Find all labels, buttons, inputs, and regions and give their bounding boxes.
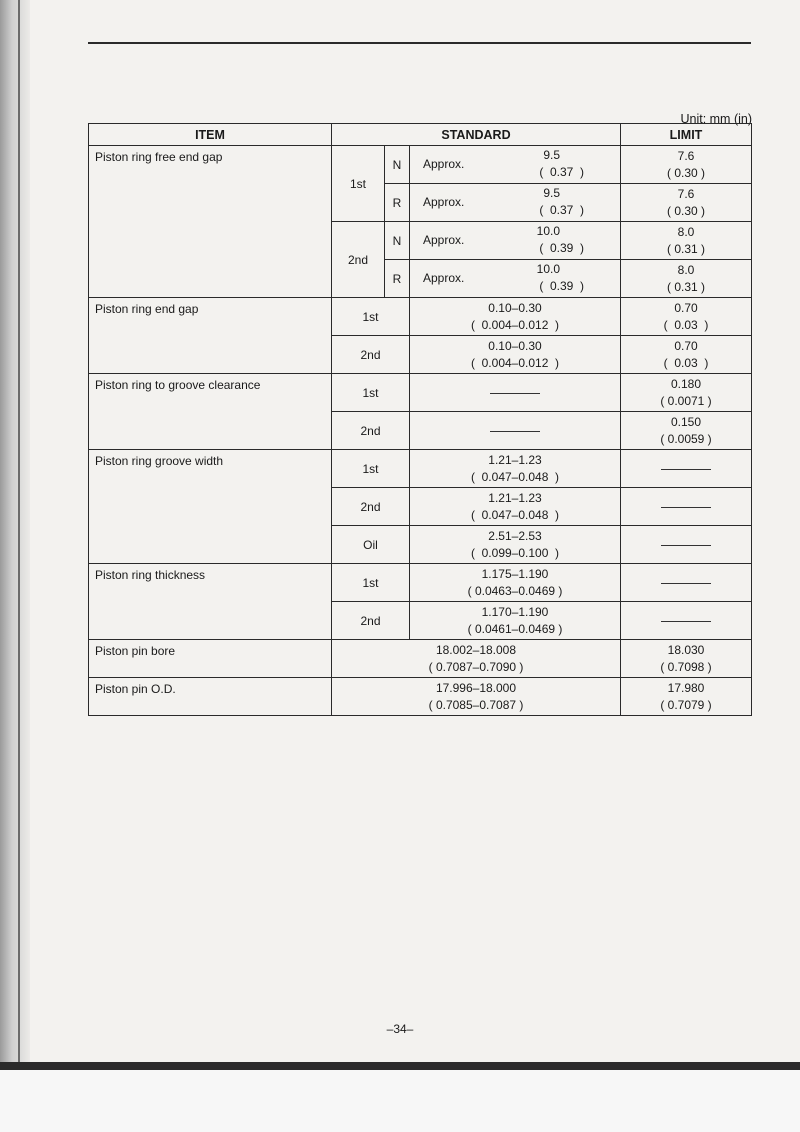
limit-value bbox=[621, 640, 752, 678]
table-row bbox=[89, 640, 752, 678]
ring-mark: R bbox=[385, 260, 410, 298]
table-row bbox=[89, 146, 752, 184]
standard-value bbox=[332, 640, 621, 678]
header-standard: STANDARD bbox=[332, 124, 621, 146]
standard-mm: 9.5 bbox=[543, 186, 560, 200]
empty-dash bbox=[661, 583, 711, 584]
standard-mm: 0.10–0.30 bbox=[488, 338, 542, 353]
standard-mm: 10.0 bbox=[536, 262, 560, 276]
standard-mm: 10.0 bbox=[536, 224, 560, 238]
ring-order: 1st bbox=[332, 450, 410, 488]
standard-value bbox=[410, 602, 621, 640]
limit-mm: 0.180 bbox=[670, 376, 702, 391]
approx-label: Approx. bbox=[423, 233, 465, 247]
ring-order: 1st bbox=[332, 298, 410, 336]
limit-mm: 8.0 bbox=[677, 224, 695, 239]
standard-value bbox=[332, 678, 621, 716]
table-row bbox=[89, 374, 752, 412]
standard-in: ( 0.37 ) bbox=[539, 203, 584, 217]
standard-mm: 0.10–0.30 bbox=[488, 300, 542, 315]
empty-dash bbox=[661, 545, 711, 546]
ring-mark: N bbox=[385, 222, 410, 260]
specification-table bbox=[88, 123, 752, 716]
standard-in: ( 0.0463–0.0469 ) bbox=[467, 583, 563, 598]
limit-value bbox=[621, 488, 752, 526]
standard-in: ( 0.047–0.048 ) bbox=[470, 507, 560, 522]
limit-value bbox=[621, 526, 752, 564]
binding-shadow bbox=[0, 0, 30, 1080]
limit-mm: 8.0 bbox=[677, 262, 695, 277]
binding-edge bbox=[18, 0, 20, 1075]
standard-in: ( 0.0461–0.0469 ) bbox=[467, 621, 563, 636]
item-label: Piston ring groove width bbox=[89, 450, 332, 564]
standard-value bbox=[410, 564, 621, 602]
ring-mark: N bbox=[385, 146, 410, 184]
ring-order: 2nd bbox=[332, 222, 385, 298]
limit-in: ( 0.7079 ) bbox=[660, 697, 712, 712]
item-label: Piston pin bore bbox=[89, 640, 332, 678]
ring-order: 2nd bbox=[332, 412, 410, 450]
standard-mm: 9.5 bbox=[543, 148, 560, 162]
ring-mark: R bbox=[385, 184, 410, 222]
standard-value bbox=[410, 526, 621, 564]
limit-mm: 0.150 bbox=[670, 414, 702, 429]
approx-label: Approx. bbox=[423, 195, 465, 209]
limit-value bbox=[621, 298, 752, 336]
item-label: Piston ring end gap bbox=[89, 298, 332, 374]
item-label: Piston pin O.D. bbox=[89, 678, 332, 716]
limit-value bbox=[621, 374, 752, 412]
standard-value bbox=[410, 488, 621, 526]
unit-label: Unit: mm (in) bbox=[680, 112, 752, 126]
empty-dash bbox=[490, 393, 540, 394]
limit-in: ( 0.0059 ) bbox=[660, 431, 712, 446]
limit-mm: 0.70 bbox=[674, 338, 698, 353]
standard-value bbox=[410, 146, 621, 184]
ring-order: 1st bbox=[332, 146, 385, 222]
table-row bbox=[89, 298, 752, 336]
limit-value bbox=[621, 222, 752, 260]
table-row bbox=[89, 564, 752, 602]
standard-in: ( 0.004–0.012 ) bbox=[470, 317, 560, 332]
table-row bbox=[89, 450, 752, 488]
limit-value bbox=[621, 678, 752, 716]
standard-in: ( 0.39 ) bbox=[539, 279, 584, 293]
standard-mm: 1.21–1.23 bbox=[488, 490, 542, 505]
limit-in: ( 0.03 ) bbox=[663, 355, 709, 370]
header-rule bbox=[88, 42, 751, 44]
limit-in: ( 0.30 ) bbox=[666, 203, 705, 218]
ring-order: Oil bbox=[332, 526, 410, 564]
standard-value bbox=[410, 412, 621, 450]
limit-in: ( 0.31 ) bbox=[666, 279, 705, 294]
standard-mm: 18.002–18.008 bbox=[435, 642, 517, 657]
standard-in: ( 0.004–0.012 ) bbox=[470, 355, 560, 370]
ring-order: 2nd bbox=[332, 336, 410, 374]
limit-mm: 7.6 bbox=[677, 186, 695, 201]
standard-value bbox=[410, 450, 621, 488]
limit-value bbox=[621, 146, 752, 184]
page-number: –34– bbox=[386, 1022, 414, 1036]
limit-value bbox=[621, 564, 752, 602]
table-row bbox=[89, 678, 752, 716]
limit-in: ( 0.31 ) bbox=[666, 241, 705, 256]
limit-value bbox=[621, 260, 752, 298]
standard-mm: 17.996–18.000 bbox=[435, 680, 517, 695]
standard-value bbox=[410, 184, 621, 222]
item-label: Piston ring thickness bbox=[89, 564, 332, 640]
standard-in: ( 0.7085–0.7087 ) bbox=[428, 697, 524, 712]
standard-value bbox=[410, 260, 621, 298]
approx-label: Approx. bbox=[423, 271, 465, 285]
approx-label: Approx. bbox=[423, 157, 465, 171]
standard-value bbox=[410, 336, 621, 374]
limit-in: ( 0.30 ) bbox=[666, 165, 705, 180]
standard-mm: 1.170–1.190 bbox=[481, 604, 549, 619]
empty-dash bbox=[661, 507, 711, 508]
limit-mm: 18.030 bbox=[667, 642, 705, 657]
limit-value bbox=[621, 450, 752, 488]
empty-dash bbox=[661, 621, 711, 622]
standard-value bbox=[410, 374, 621, 412]
standard-value bbox=[410, 222, 621, 260]
standard-value bbox=[410, 298, 621, 336]
item-label: Piston ring to groove clearance bbox=[89, 374, 332, 450]
limit-value bbox=[621, 412, 752, 450]
scanner-background bbox=[0, 1070, 800, 1132]
limit-value bbox=[621, 184, 752, 222]
ring-order: 2nd bbox=[332, 488, 410, 526]
limit-value bbox=[621, 602, 752, 640]
limit-mm: 0.70 bbox=[674, 300, 698, 315]
empty-dash bbox=[661, 469, 711, 470]
limit-mm: 17.980 bbox=[667, 680, 705, 695]
standard-in: ( 0.37 ) bbox=[539, 165, 584, 179]
limit-in: ( 0.03 ) bbox=[663, 317, 709, 332]
limit-value bbox=[621, 336, 752, 374]
standard-in: ( 0.047–0.048 ) bbox=[470, 469, 560, 484]
standard-mm: 1.21–1.23 bbox=[488, 452, 542, 467]
ring-order: 1st bbox=[332, 374, 410, 412]
limit-mm: 7.6 bbox=[677, 148, 695, 163]
standard-in: ( 0.099–0.100 ) bbox=[470, 545, 560, 560]
empty-dash bbox=[490, 431, 540, 432]
standard-in: ( 0.7087–0.7090 ) bbox=[428, 659, 524, 674]
limit-in: ( 0.7098 ) bbox=[660, 659, 712, 674]
header-limit: LIMIT bbox=[621, 124, 752, 146]
standard-in: ( 0.39 ) bbox=[539, 241, 584, 255]
standard-mm: 2.51–2.53 bbox=[488, 528, 542, 543]
page-bottom-edge bbox=[0, 1062, 800, 1070]
limit-in: ( 0.0071 ) bbox=[660, 393, 712, 408]
ring-order: 2nd bbox=[332, 602, 410, 640]
ring-order: 1st bbox=[332, 564, 410, 602]
item-label: Piston ring free end gap bbox=[89, 146, 332, 298]
standard-mm: 1.175–1.190 bbox=[481, 566, 549, 581]
table-header-row bbox=[89, 124, 752, 146]
header-item: ITEM bbox=[89, 124, 332, 146]
